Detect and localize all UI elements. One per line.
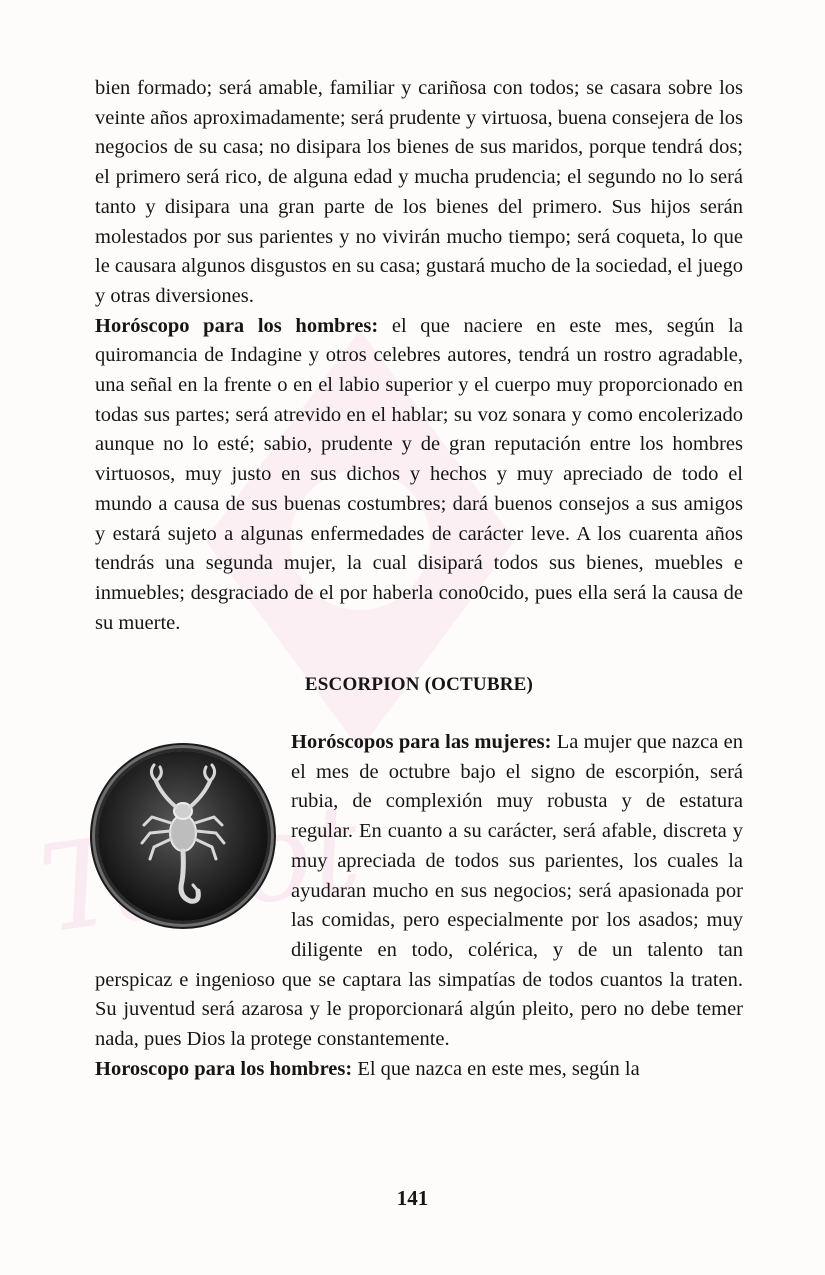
page-number: 141 xyxy=(396,1186,429,1210)
paragraph-4 xyxy=(95,1055,743,1085)
scorpion-medallion-icon xyxy=(98,751,268,921)
paragraph-3-text: La mujer que nazca en el mes de octubre bajo el signo de escorpión, será rubia, de complexión muy robusta y de estatura regular. En cuanto a su carácter, será afable, discreta y muy apreciada de todos sus parientes, los cuales la ayudaran mucho en sus negocios; será apasionada por las comidas, pero especialmente por los asados; muy diligente en todo, colérica, y de un talento tan perspicaz e ingenioso que se captara las simpatías de todos cuantos la traten. Su juventud será azarosa y le proporcionará algún pleito, pero no debe temer nada, pues Dios la protege constantemente. xyxy=(95,731,743,1051)
paragraph-3-label: Horóscopos para las mujeres: xyxy=(291,731,552,754)
paragraph-2 xyxy=(95,312,743,639)
paragraph-2-text: el que naciere en este mes, según la quiromancia de Indagine y otros celebres autores, tendrá un rostro agradable, una señal en la frente o en el labio superior y el cuerpo muy proporcionado en todas sus partes; será atrevido en el hablar; su voz sonara y como encolerizado aunque no lo esté; sabio, prudente y de gran reputación entre los hombres virtuosos, muy justo en sus dichos y hechos y muy apreciado de todo el mundo a causa de sus buenas costumbres; dará buenos consejos a sus amigos y estará sujeto a algunas enfermedades de carácter leve. A los cuarenta años tendrás una segunda mujer, la cual disipará todos sus bienes, muebles e inmuebles; desgraciado de el por haberla cono0cido, pues ella será la causa de su muerte. xyxy=(95,314,743,634)
paragraph-2-label: Horóscopo para los hombres: xyxy=(95,314,379,337)
paragraph-4-text: El que nazca en este mes, según la xyxy=(352,1057,640,1080)
scorpio-figure xyxy=(95,730,291,940)
text-column xyxy=(95,74,743,1085)
section-heading: ESCORPION (OCTUBRE) xyxy=(304,674,534,696)
paragraph-4-label: Horoscopo para los hombres: xyxy=(95,1057,353,1080)
paragraph-1: bien formado; será amable, familiar y cariñosa con todos; se casara sobre los veinte años aproximadamente; será prudente y virtuosa, buena consejera de los negocios de su casa; no disipara los bienes de sus maridos, porque tendrá dos; el primero será rico, de alguna edad y mucha prudencia; el segundo no lo será tanto y disipara una gran parte de los bienes del primero. Sus hijos serán molestados por sus parientes y no vivirán mucho tiempo; será coqueta, lo que le causara algunos disgustos en su casa; gustará mucho de la sociedad, el juego y otras diversiones. xyxy=(95,77,743,307)
